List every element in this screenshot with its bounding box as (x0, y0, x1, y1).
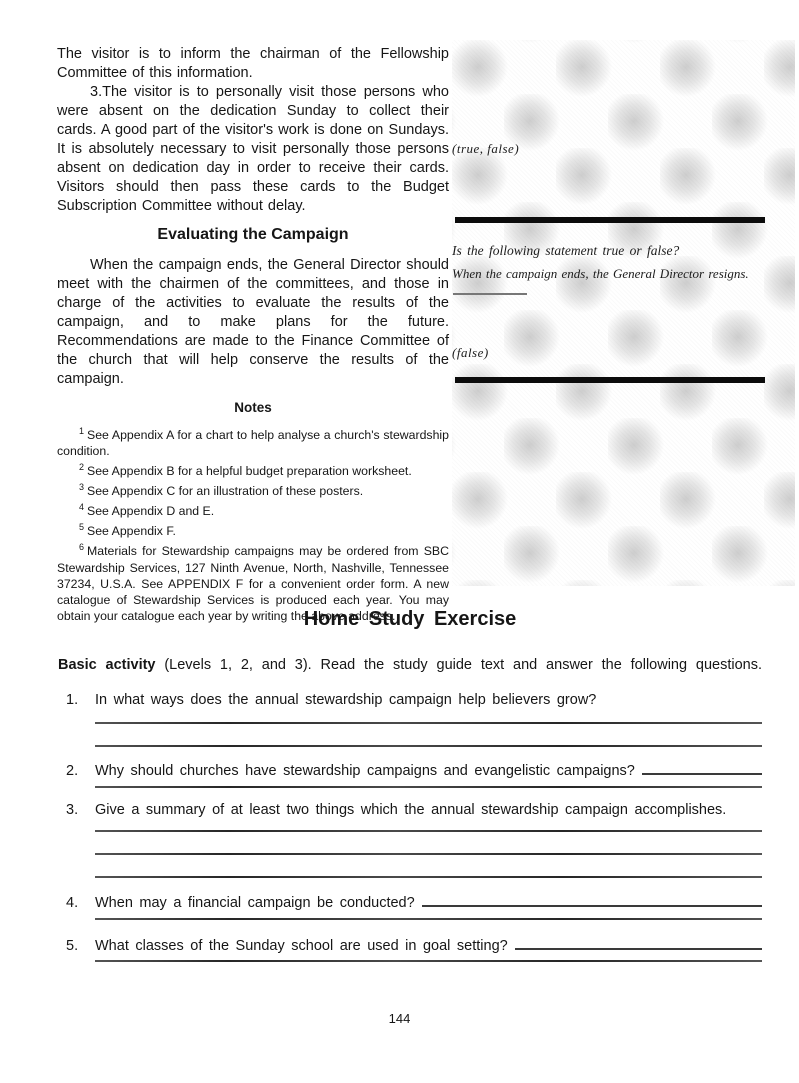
body-paragraph: 3.The visitor is to personally visit those persons who were absent on the dedication Sunday to collect their cards. A good part of the visitor's work is done on Sundays. It is absolutely necessary to visit personally those persons absent on dedication day in order to receive their cards. Visitors should then pass these cards to the Budget Subscription Committee without delay. (57, 84, 449, 214)
footnote (57, 519, 449, 539)
statement-underline (453, 293, 527, 295)
divider-bar-bottom (455, 377, 765, 383)
footnote-number: 6 (79, 542, 85, 553)
answer-line (95, 876, 762, 878)
footnote (57, 479, 449, 499)
exercise-intro-bold: Basic activity (58, 657, 156, 673)
question-number: 1. (66, 692, 79, 708)
question-number: 5. (66, 938, 79, 954)
divider-bar-top (455, 217, 765, 223)
margin-answer-false: (false) (452, 345, 489, 360)
body-paragraph: When the campaign ends, the General Director should meet with the chairmen of the committees, and those in charge of the activities to evaluate the results of the campaign, and to make plans for the future. Recommendations are made to the Finance Committee of the church that will help conserve the results of the campaign. (57, 257, 449, 387)
answer-line (95, 853, 762, 855)
footnote-number: 2 (79, 462, 85, 473)
footnote-text: See Appendix A for a chart to help analyse a church's stewardship condition. (57, 428, 449, 459)
page-number: 144 (388, 1011, 411, 1026)
answer-line-inline (642, 759, 762, 775)
exercise-intro-rest: (Levels 1, 2, and 3). Read the study guide text and answer the following questions. (155, 657, 762, 673)
footnote-text: See Appendix F. (87, 524, 176, 539)
question-text: Why should churches have stewardship campaigns and evangelistic campaigns? (95, 763, 635, 779)
footnote-number: 1 (79, 426, 85, 436)
question-3 (66, 801, 762, 819)
question-text: When may a financial campaign be conducted? (95, 895, 415, 911)
footnote (57, 423, 449, 459)
footnote-number: 4 (79, 502, 85, 513)
notes-list (57, 423, 449, 624)
section-heading: Evaluating the Campaign (157, 226, 349, 243)
answer-line (95, 960, 762, 962)
margin-statement: When the campaign ends, the General Director resigns. (452, 266, 749, 281)
study-text-column (57, 45, 449, 624)
question-number: 3. (66, 802, 79, 818)
answer-line-inline (422, 891, 762, 907)
footnote-text: See Appendix D and E. (87, 504, 215, 519)
question-number: 4. (66, 895, 79, 911)
question-4 (66, 891, 762, 912)
footnote-number: 3 (79, 482, 85, 493)
answer-line (95, 786, 762, 788)
footnote (57, 499, 449, 519)
body-paragraph: The visitor is to inform the chairman of the Fellowship Committee of this information. (57, 46, 449, 81)
question-text: What classes of the Sunday school are used in goal setting? (95, 938, 508, 954)
exercise-heading: Home Study Exercise (303, 608, 517, 630)
question-1 (66, 691, 762, 709)
footnote-text: See Appendix B for a helpful budget preparation worksheet. (87, 464, 412, 479)
exercise-intro (58, 656, 762, 674)
answer-line (95, 830, 762, 832)
footnote-text: See Appendix C for an illustration of these posters. (87, 484, 364, 499)
answer-line (95, 918, 762, 920)
answer-line-inline (515, 934, 762, 950)
answer-line (95, 745, 762, 747)
halftone-texture (452, 40, 795, 586)
margin-answer-true-false: (true, false) (452, 141, 520, 156)
footnote-number: 5 (79, 522, 85, 533)
question-number: 2. (66, 763, 79, 779)
question-5 (66, 934, 762, 955)
question-text: In what ways does the annual stewardship campaign help believers grow? (95, 692, 597, 708)
notes-heading: Notes (234, 400, 272, 415)
answer-line (95, 722, 762, 724)
footnote-text: Materials for Stewardship campaigns may be ordered from SBC Stewardship Services, 127 Ninth Avenue, North, Nashville, Tennessee 37234, U.S.A. See APPENDIX F for a convenient order form. A new catalogue of Stewardship Services is produced each year. You may obtain your catalogue each year by writing the above address. (57, 544, 449, 623)
question-text: Give a summary of at least two things which the annual stewardship campaign accomplishes. (95, 802, 727, 818)
margin-question-prompt: Is the following statement true or false? (452, 243, 680, 258)
question-2 (66, 759, 762, 780)
footnote (57, 459, 449, 479)
